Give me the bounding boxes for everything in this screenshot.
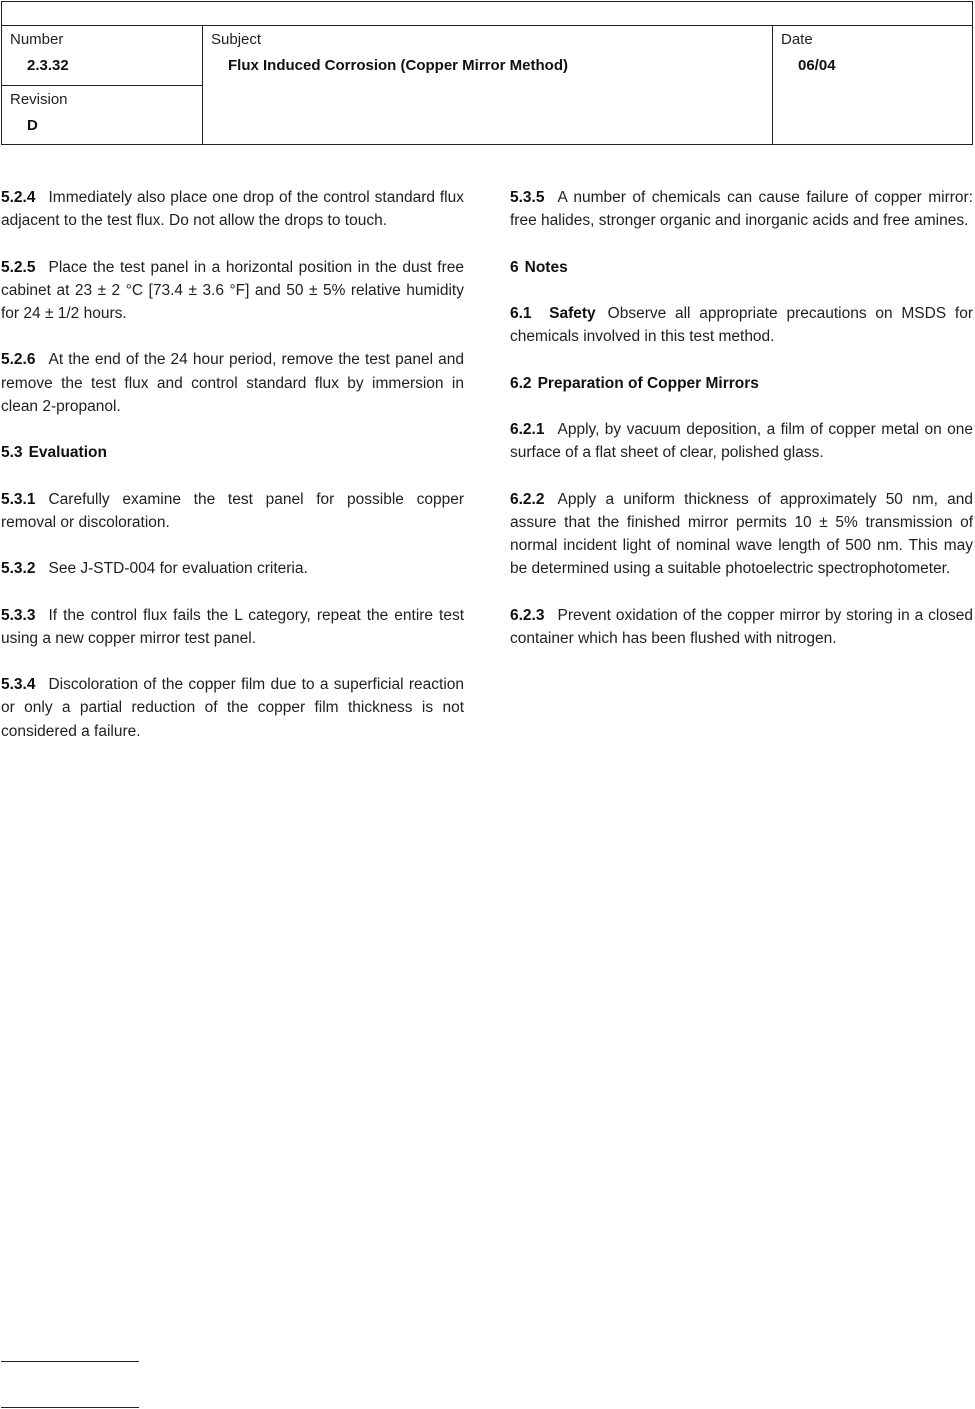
section-number: 6.2.2: [510, 490, 545, 508]
revision-value: D: [27, 117, 38, 134]
paragraph-6-2-3: [510, 604, 973, 650]
revision-cell: [2, 86, 203, 144]
paragraph-text: Observe all appropriate precautions on MSDS for chemicals involved in this test method.: [510, 304, 973, 346]
header-top-bar: [2, 2, 972, 26]
subject-label: Subject: [211, 31, 262, 48]
paragraph-5-3-1: [1, 488, 464, 534]
section-number: 5.2.6: [1, 351, 36, 369]
left-column: [1, 186, 464, 766]
paragraph-text: If the control flux fails the L category, repeat the entire test using a new copper mirror test panel.: [1, 606, 464, 647]
right-column: [510, 186, 973, 673]
number-label: Number: [10, 31, 64, 48]
subject-value: Flux Induced Corrosion (Copper Mirror Method): [228, 57, 568, 74]
section-number: 6.2.1: [510, 420, 545, 438]
section-number: 5.2.5: [1, 258, 36, 276]
section-number: 6.1: [510, 304, 532, 322]
paragraph-text: Apply, by vacuum deposition, a film of copper metal on one surface of a flat sheet of clear, polished glass.: [510, 420, 973, 462]
section-number: 5.3.1: [1, 490, 36, 508]
paragraph-6-2-1: [510, 418, 973, 464]
section-number: 5.3.3: [1, 606, 36, 624]
section-number: 5.2.4: [1, 189, 36, 206]
paragraph-5-3-5: [510, 186, 973, 232]
section-number: 5.3.5: [510, 189, 545, 206]
footnote-rule-lower: [1, 1407, 139, 1408]
paragraph-5-3-3: [1, 604, 464, 650]
section-number: 5.3.2: [1, 560, 36, 578]
paragraph-5-3-4: [1, 673, 464, 743]
paragraph-text: A number of chemicals can cause failure of copper mirror: free halides, stronger organic and inorganic acids and free amines.: [510, 189, 973, 230]
heading-title: Preparation of Copper Mirrors: [537, 374, 759, 392]
paragraph-6-2-2: [510, 488, 973, 581]
paragraph-5-2-5: [1, 256, 464, 326]
paragraph-text: At the end of the 24 hour period, remove the test panel and remove the test flux and control standard flux by immersion in clean 2-propanol.: [1, 351, 464, 415]
document-header: [1, 1, 973, 145]
heading-6: [510, 256, 973, 279]
heading-5-3: [1, 441, 464, 464]
paragraph-text: Place the test panel in a horizontal position in the dust free cabinet at 23 ± 2 °C [73.4 ± 3.6 °F] and 50 ± 5% relative humidity for 24 ± 1/2 hours.: [1, 258, 464, 322]
date-label: Date: [781, 31, 813, 48]
paragraph-5-2-6: [1, 348, 464, 418]
date-cell: [773, 26, 972, 144]
footnote-rule-upper: [1, 1361, 139, 1362]
section-number: 6.2.3: [510, 606, 545, 624]
heading-title: Evaluation: [28, 444, 107, 462]
subject-cell: [203, 26, 773, 144]
paragraph-text: Prevent oxidation of the copper mirror by storing in a closed container which has been flushed with nitrogen.: [510, 606, 973, 647]
paragraph-5-3-2: [1, 557, 464, 580]
subsection-heading: [510, 305, 596, 322]
paragraph-6-1: [510, 302, 973, 348]
paragraph-text: Carefully examine the test panel for possible copper removal or discoloration.: [1, 490, 464, 531]
number-cell: [2, 26, 203, 86]
heading-title: Notes: [524, 258, 568, 276]
date-value: 06/04: [798, 57, 836, 74]
section-number: 5.3.4: [1, 676, 36, 694]
number-value: 2.3.32: [27, 57, 69, 74]
paragraph-text: See J-STD-004 for evaluation criteria.: [48, 560, 308, 578]
paragraph-text: Apply a uniform thickness of approximately 50 nm, and assure that the finished mirror permits 10 ± 5% transmission of normal incident light of nominal wave length of 500 nm. This may be determined using a suitable photoelectric spectrophotometer.: [510, 490, 973, 578]
heading-number: 5.3: [1, 444, 23, 462]
paragraph-text: Immediately also place one drop of the control standard flux adjacent to the test flux. Do not allow the drops to touch.: [1, 189, 464, 230]
revision-label: Revision: [10, 91, 68, 108]
heading-6-2: [510, 372, 973, 395]
heading-number: 6: [510, 258, 519, 276]
heading-number: 6.2: [510, 374, 532, 392]
paragraph-5-2-4: [1, 186, 464, 232]
subsection-title: Safety: [549, 304, 596, 322]
paragraph-text: Discoloration of the copper film due to a superficial reaction or only a partial reduction of the copper film thickness is not considered a failure.: [1, 676, 464, 740]
